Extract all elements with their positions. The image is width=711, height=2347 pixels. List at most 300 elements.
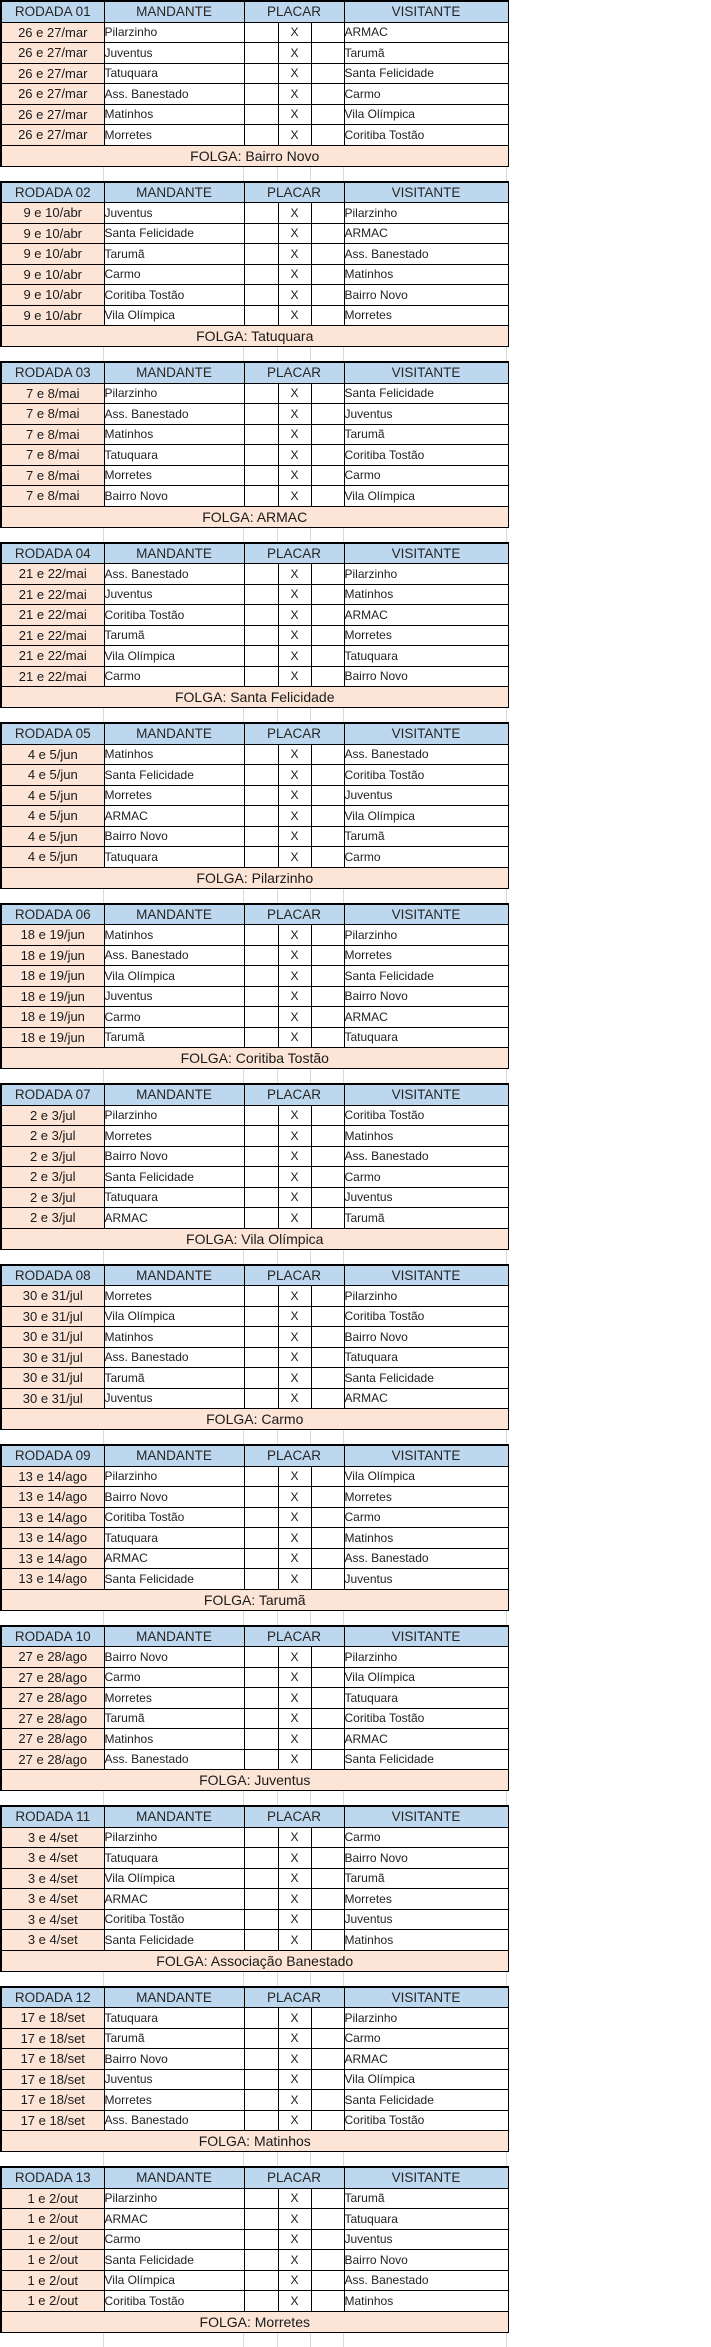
placar-header: PLACAR bbox=[244, 1626, 344, 1647]
home-score-cell[interactable] bbox=[244, 244, 278, 265]
away-team: Vila Olímpica bbox=[344, 104, 508, 125]
folga-row: FOLGA: Tatuquara bbox=[1, 326, 508, 347]
match-date: 2 e 3/jul bbox=[1, 1126, 104, 1147]
mandante-header: MANDANTE bbox=[104, 1987, 244, 2008]
home-score-cell[interactable] bbox=[244, 744, 278, 765]
home-team: Matinhos bbox=[104, 925, 244, 946]
match-date: 13 e 14/ago bbox=[1, 1548, 104, 1569]
round-title: RODADA 11 bbox=[1, 1806, 104, 1827]
home-score-cell[interactable] bbox=[244, 1187, 278, 1208]
away-team: Juventus bbox=[344, 2229, 508, 2250]
away-score-cell[interactable] bbox=[311, 1167, 344, 1188]
away-score-cell[interactable] bbox=[311, 43, 344, 64]
home-score-cell[interactable] bbox=[244, 223, 278, 244]
match-row bbox=[1, 1466, 508, 1487]
away-team: ARMAC bbox=[344, 605, 508, 626]
home-score-cell[interactable] bbox=[244, 1848, 278, 1869]
away-score-cell[interactable] bbox=[311, 1208, 344, 1229]
home-score-cell[interactable] bbox=[244, 2188, 278, 2209]
match-row bbox=[1, 1647, 508, 1668]
away-score-cell[interactable] bbox=[311, 2049, 344, 2070]
round-title: RODADA 13 bbox=[1, 2167, 104, 2188]
match-row bbox=[1, 945, 508, 966]
away-score-cell[interactable] bbox=[311, 285, 344, 306]
away-score-cell[interactable] bbox=[311, 1146, 344, 1167]
match-row bbox=[1, 1569, 508, 1590]
match-row bbox=[1, 1889, 508, 1910]
match-date: 9 e 10/abr bbox=[1, 305, 104, 326]
away-score-cell[interactable] bbox=[311, 104, 344, 125]
round-title: RODADA 04 bbox=[1, 543, 104, 564]
away-score-cell[interactable] bbox=[311, 1507, 344, 1528]
away-score-cell[interactable] bbox=[311, 203, 344, 224]
placar-header: PLACAR bbox=[244, 543, 344, 564]
away-score-cell[interactable] bbox=[311, 2110, 344, 2131]
match-date: 17 e 18/set bbox=[1, 2008, 104, 2029]
block-gap bbox=[0, 1791, 507, 1805]
placar-header: PLACAR bbox=[244, 1987, 344, 2008]
away-score-cell[interactable] bbox=[311, 404, 344, 425]
away-score-cell[interactable] bbox=[311, 2270, 344, 2291]
away-team: Morretes bbox=[344, 305, 508, 326]
away-score-cell[interactable] bbox=[311, 945, 344, 966]
away-score-cell[interactable] bbox=[311, 925, 344, 946]
home-score-cell[interactable] bbox=[244, 465, 278, 486]
score-x: X bbox=[278, 104, 311, 125]
home-score-cell[interactable] bbox=[244, 1647, 278, 1668]
match-row bbox=[1, 1909, 508, 1930]
score-x: X bbox=[278, 1569, 311, 1590]
home-score-cell[interactable] bbox=[244, 1487, 278, 1508]
home-score-cell[interactable] bbox=[244, 847, 278, 868]
home-score-cell[interactable] bbox=[244, 445, 278, 466]
away-score-cell[interactable] bbox=[311, 1729, 344, 1750]
match-row bbox=[1, 2229, 508, 2250]
home-team: Juventus bbox=[104, 2069, 244, 2090]
home-team: Tarumã bbox=[104, 1708, 244, 1729]
score-x: X bbox=[278, 1930, 311, 1951]
home-team: Pilarzinho bbox=[104, 1105, 244, 1126]
home-score-cell[interactable] bbox=[244, 2028, 278, 2049]
away-score-cell[interactable] bbox=[311, 445, 344, 466]
away-team: Matinhos bbox=[344, 584, 508, 605]
match-row bbox=[1, 1749, 508, 1770]
home-score-cell[interactable] bbox=[244, 1126, 278, 1147]
home-team: Pilarzinho bbox=[104, 383, 244, 404]
match-date: 2 e 3/jul bbox=[1, 1146, 104, 1167]
home-score-cell[interactable] bbox=[244, 2110, 278, 2131]
away-score-cell[interactable] bbox=[311, 1126, 344, 1147]
away-score-cell[interactable] bbox=[311, 223, 344, 244]
round-header-row bbox=[1, 1084, 508, 1105]
match-date: 26 e 27/mar bbox=[1, 22, 104, 43]
away-team: Morretes bbox=[344, 945, 508, 966]
away-team: Ass. Banestado bbox=[344, 1146, 508, 1167]
round-title: RODADA 12 bbox=[1, 1987, 104, 2008]
away-score-cell[interactable] bbox=[311, 847, 344, 868]
home-score-cell[interactable] bbox=[244, 986, 278, 1007]
away-score-cell[interactable] bbox=[311, 1187, 344, 1208]
home-team: Ass. Banestado bbox=[104, 564, 244, 585]
folga-row-container bbox=[1, 2311, 508, 2332]
round-header-row bbox=[1, 1265, 508, 1286]
away-score-cell[interactable] bbox=[311, 1347, 344, 1368]
score-x: X bbox=[278, 1007, 311, 1028]
away-score-cell[interactable] bbox=[311, 424, 344, 445]
home-team: Coritiba Tostão bbox=[104, 1909, 244, 1930]
away-team: Santa Felicidade bbox=[344, 63, 508, 84]
home-team: Juventus bbox=[104, 986, 244, 1007]
home-team: Santa Felicidade bbox=[104, 223, 244, 244]
home-score-cell[interactable] bbox=[244, 564, 278, 585]
away-score-cell[interactable] bbox=[311, 1569, 344, 1590]
match-row bbox=[1, 203, 508, 224]
away-score-cell[interactable] bbox=[311, 1868, 344, 1889]
away-score-cell[interactable] bbox=[311, 383, 344, 404]
home-score-cell[interactable] bbox=[244, 486, 278, 507]
home-score-cell[interactable] bbox=[244, 666, 278, 687]
home-score-cell[interactable] bbox=[244, 1569, 278, 1590]
visitante-header: VISITANTE bbox=[344, 182, 508, 203]
folga-row: FOLGA: Matinhos bbox=[1, 2131, 508, 2152]
home-score-cell[interactable] bbox=[244, 1909, 278, 1930]
match-date: 1 e 2/out bbox=[1, 2291, 104, 2312]
match-date: 3 e 4/set bbox=[1, 1848, 104, 1869]
away-score-cell[interactable] bbox=[311, 1286, 344, 1307]
away-score-cell[interactable] bbox=[311, 1466, 344, 1487]
home-score-cell[interactable] bbox=[244, 404, 278, 425]
home-score-cell[interactable] bbox=[244, 1548, 278, 1569]
away-score-cell[interactable] bbox=[311, 744, 344, 765]
match-date: 13 e 14/ago bbox=[1, 1528, 104, 1549]
home-team: Morretes bbox=[104, 1688, 244, 1709]
score-x: X bbox=[278, 1187, 311, 1208]
home-score-cell[interactable] bbox=[244, 945, 278, 966]
home-score-cell[interactable] bbox=[244, 2069, 278, 2090]
folga-row-container bbox=[1, 1589, 508, 1610]
match-date: 27 e 28/ago bbox=[1, 1647, 104, 1668]
home-team: Tatuquara bbox=[104, 1848, 244, 1869]
home-score-cell[interactable] bbox=[244, 2270, 278, 2291]
away-score-cell[interactable] bbox=[311, 465, 344, 486]
home-score-cell[interactable] bbox=[244, 22, 278, 43]
visitante-header: VISITANTE bbox=[344, 1806, 508, 1827]
match-row bbox=[1, 1146, 508, 1167]
round-title: RODADA 09 bbox=[1, 1445, 104, 1466]
away-score-cell[interactable] bbox=[311, 486, 344, 507]
home-score-cell[interactable] bbox=[244, 2209, 278, 2230]
placar-header: PLACAR bbox=[244, 1, 344, 22]
away-score-cell[interactable] bbox=[311, 2291, 344, 2312]
score-x: X bbox=[278, 1848, 311, 1869]
away-score-cell[interactable] bbox=[311, 605, 344, 626]
away-score-cell[interactable] bbox=[311, 1688, 344, 1709]
away-team: Coritiba Tostão bbox=[344, 125, 508, 146]
home-score-cell[interactable] bbox=[244, 2090, 278, 2111]
home-score-cell[interactable] bbox=[244, 1347, 278, 1368]
away-score-cell[interactable] bbox=[311, 1848, 344, 1869]
away-score-cell[interactable] bbox=[311, 1306, 344, 1327]
away-score-cell[interactable] bbox=[311, 1548, 344, 1569]
away-team: Pilarzinho bbox=[344, 203, 508, 224]
away-team: Carmo bbox=[344, 1167, 508, 1188]
away-score-cell[interactable] bbox=[311, 1007, 344, 1028]
match-row bbox=[1, 986, 508, 1007]
home-score-cell[interactable] bbox=[244, 826, 278, 847]
match-row bbox=[1, 424, 508, 445]
away-team: Coritiba Tostão bbox=[344, 445, 508, 466]
home-score-cell[interactable] bbox=[244, 1167, 278, 1188]
away-score-cell[interactable] bbox=[311, 1027, 344, 1048]
away-score-cell[interactable] bbox=[311, 1749, 344, 1770]
home-score-cell[interactable] bbox=[244, 2008, 278, 2029]
block-gap bbox=[0, 708, 507, 722]
away-team: ARMAC bbox=[344, 2049, 508, 2070]
home-score-cell[interactable] bbox=[244, 1827, 278, 1848]
away-score-cell[interactable] bbox=[311, 1528, 344, 1549]
match-date: 9 e 10/abr bbox=[1, 244, 104, 265]
away-team: Tatuquara bbox=[344, 646, 508, 667]
home-score-cell[interactable] bbox=[244, 1889, 278, 1910]
match-date: 9 e 10/abr bbox=[1, 203, 104, 224]
home-score-cell[interactable] bbox=[244, 1388, 278, 1409]
home-score-cell[interactable] bbox=[244, 625, 278, 646]
away-team: Coritiba Tostão bbox=[344, 1306, 508, 1327]
away-team: ARMAC bbox=[344, 1388, 508, 1409]
home-score-cell[interactable] bbox=[244, 424, 278, 445]
away-score-cell[interactable] bbox=[311, 1368, 344, 1389]
away-score-cell[interactable] bbox=[311, 305, 344, 326]
home-score-cell[interactable] bbox=[244, 765, 278, 786]
score-x: X bbox=[278, 1347, 311, 1368]
home-score-cell[interactable] bbox=[244, 1507, 278, 1528]
home-score-cell[interactable] bbox=[244, 285, 278, 306]
home-score-cell[interactable] bbox=[244, 305, 278, 326]
score-x: X bbox=[278, 2090, 311, 2111]
away-score-cell[interactable] bbox=[311, 2028, 344, 2049]
score-x: X bbox=[278, 966, 311, 987]
home-score-cell[interactable] bbox=[244, 264, 278, 285]
away-score-cell[interactable] bbox=[311, 63, 344, 84]
placar-header: PLACAR bbox=[244, 1806, 344, 1827]
away-score-cell[interactable] bbox=[311, 1667, 344, 1688]
score-x: X bbox=[278, 2188, 311, 2209]
match-date: 9 e 10/abr bbox=[1, 223, 104, 244]
away-score-cell[interactable] bbox=[311, 125, 344, 146]
away-team: Ass. Banestado bbox=[344, 244, 508, 265]
home-team: Vila Olímpica bbox=[104, 1306, 244, 1327]
away-score-cell[interactable] bbox=[311, 2250, 344, 2271]
away-score-cell[interactable] bbox=[311, 2069, 344, 2090]
away-score-cell[interactable] bbox=[311, 2229, 344, 2250]
match-date: 30 e 31/jul bbox=[1, 1306, 104, 1327]
score-x: X bbox=[278, 2229, 311, 2250]
away-team: Tatuquara bbox=[344, 1027, 508, 1048]
away-score-cell[interactable] bbox=[311, 765, 344, 786]
round-block bbox=[0, 1264, 509, 1431]
home-score-cell[interactable] bbox=[244, 925, 278, 946]
home-score-cell[interactable] bbox=[244, 1749, 278, 1770]
home-score-cell[interactable] bbox=[244, 1466, 278, 1487]
round-header-row bbox=[1, 1445, 508, 1466]
score-x: X bbox=[278, 765, 311, 786]
score-x: X bbox=[278, 1146, 311, 1167]
away-team: Carmo bbox=[344, 84, 508, 105]
round-block bbox=[0, 722, 509, 889]
away-score-cell[interactable] bbox=[311, 1487, 344, 1508]
away-score-cell[interactable] bbox=[311, 1105, 344, 1126]
away-score-cell[interactable] bbox=[311, 2209, 344, 2230]
match-date: 4 e 5/jun bbox=[1, 847, 104, 868]
away-team: Morretes bbox=[344, 1487, 508, 1508]
match-row bbox=[1, 486, 508, 507]
home-team: Tarumã bbox=[104, 625, 244, 646]
match-date: 4 e 5/jun bbox=[1, 785, 104, 806]
away-score-cell[interactable] bbox=[311, 1327, 344, 1348]
away-score-cell[interactable] bbox=[311, 2008, 344, 2029]
score-x: X bbox=[278, 1286, 311, 1307]
home-score-cell[interactable] bbox=[244, 2291, 278, 2312]
match-date: 1 e 2/out bbox=[1, 2270, 104, 2291]
round-block bbox=[0, 1805, 509, 1972]
round-block bbox=[0, 1444, 509, 1611]
home-team: Matinhos bbox=[104, 424, 244, 445]
home-score-cell[interactable] bbox=[244, 605, 278, 626]
home-score-cell[interactable] bbox=[244, 1306, 278, 1327]
home-score-cell[interactable] bbox=[244, 2250, 278, 2271]
home-score-cell[interactable] bbox=[244, 1327, 278, 1348]
away-score-cell[interactable] bbox=[311, 22, 344, 43]
away-score-cell[interactable] bbox=[311, 666, 344, 687]
away-team: Matinhos bbox=[344, 1126, 508, 1147]
match-row bbox=[1, 285, 508, 306]
away-score-cell[interactable] bbox=[311, 2090, 344, 2111]
away-score-cell[interactable] bbox=[311, 646, 344, 667]
score-x: X bbox=[278, 285, 311, 306]
home-score-cell[interactable] bbox=[244, 1007, 278, 1028]
folga-row-container bbox=[1, 1228, 508, 1249]
match-row bbox=[1, 84, 508, 105]
visitante-header: VISITANTE bbox=[344, 1, 508, 22]
home-score-cell[interactable] bbox=[244, 43, 278, 64]
score-x: X bbox=[278, 63, 311, 84]
away-score-cell[interactable] bbox=[311, 2188, 344, 2209]
score-x: X bbox=[278, 1909, 311, 1930]
home-score-cell[interactable] bbox=[244, 1146, 278, 1167]
home-score-cell[interactable] bbox=[244, 63, 278, 84]
away-score-cell[interactable] bbox=[311, 564, 344, 585]
match-date: 2 e 3/jul bbox=[1, 1105, 104, 1126]
folga-row: FOLGA: Pilarzinho bbox=[1, 867, 508, 888]
away-score-cell[interactable] bbox=[311, 84, 344, 105]
round-header-row bbox=[1, 182, 508, 203]
home-score-cell[interactable] bbox=[244, 1688, 278, 1709]
home-team: Carmo bbox=[104, 1007, 244, 1028]
round-block bbox=[0, 1986, 509, 2153]
home-score-cell[interactable] bbox=[244, 2229, 278, 2250]
away-score-cell[interactable] bbox=[311, 785, 344, 806]
away-score-cell[interactable] bbox=[311, 1827, 344, 1848]
home-score-cell[interactable] bbox=[244, 806, 278, 827]
match-row bbox=[1, 1347, 508, 1368]
home-score-cell[interactable] bbox=[244, 785, 278, 806]
away-team: Juventus bbox=[344, 1569, 508, 1590]
away-score-cell[interactable] bbox=[311, 584, 344, 605]
home-score-cell[interactable] bbox=[244, 104, 278, 125]
home-score-cell[interactable] bbox=[244, 1027, 278, 1048]
round-title: RODADA 06 bbox=[1, 904, 104, 925]
match-row bbox=[1, 2270, 508, 2291]
away-score-cell[interactable] bbox=[311, 1930, 344, 1951]
away-score-cell[interactable] bbox=[311, 1889, 344, 1910]
home-team: Coritiba Tostão bbox=[104, 605, 244, 626]
match-date: 1 e 2/out bbox=[1, 2250, 104, 2271]
away-score-cell[interactable] bbox=[311, 625, 344, 646]
home-score-cell[interactable] bbox=[244, 1528, 278, 1549]
away-score-cell[interactable] bbox=[311, 264, 344, 285]
home-score-cell[interactable] bbox=[244, 1708, 278, 1729]
match-date: 4 e 5/jun bbox=[1, 806, 104, 827]
match-row bbox=[1, 1827, 508, 1848]
away-score-cell[interactable] bbox=[311, 966, 344, 987]
home-team: Carmo bbox=[104, 264, 244, 285]
score-x: X bbox=[278, 2008, 311, 2029]
away-team: Pilarzinho bbox=[344, 1286, 508, 1307]
away-team: Bairro Novo bbox=[344, 986, 508, 1007]
match-date: 13 e 14/ago bbox=[1, 1466, 104, 1487]
home-score-cell[interactable] bbox=[244, 125, 278, 146]
home-score-cell[interactable] bbox=[244, 2049, 278, 2070]
home-score-cell[interactable] bbox=[244, 646, 278, 667]
home-score-cell[interactable] bbox=[244, 1105, 278, 1126]
match-date: 30 e 31/jul bbox=[1, 1388, 104, 1409]
away-team: Vila Olímpica bbox=[344, 1667, 508, 1688]
home-score-cell[interactable] bbox=[244, 1868, 278, 1889]
home-score-cell[interactable] bbox=[244, 1729, 278, 1750]
match-date: 26 e 27/mar bbox=[1, 84, 104, 105]
home-score-cell[interactable] bbox=[244, 383, 278, 404]
away-score-cell[interactable] bbox=[311, 806, 344, 827]
home-team: Coritiba Tostão bbox=[104, 285, 244, 306]
match-row bbox=[1, 625, 508, 646]
away-score-cell[interactable] bbox=[311, 1647, 344, 1668]
home-score-cell[interactable] bbox=[244, 84, 278, 105]
home-score-cell[interactable] bbox=[244, 1286, 278, 1307]
home-score-cell[interactable] bbox=[244, 584, 278, 605]
away-score-cell[interactable] bbox=[311, 244, 344, 265]
match-row bbox=[1, 445, 508, 466]
match-date: 4 e 5/jun bbox=[1, 826, 104, 847]
home-score-cell[interactable] bbox=[244, 1930, 278, 1951]
score-x: X bbox=[278, 2250, 311, 2271]
home-score-cell[interactable] bbox=[244, 203, 278, 224]
away-score-cell[interactable] bbox=[311, 986, 344, 1007]
home-score-cell[interactable] bbox=[244, 1208, 278, 1229]
match-date: 26 e 27/mar bbox=[1, 63, 104, 84]
match-row bbox=[1, 1729, 508, 1750]
home-score-cell[interactable] bbox=[244, 1667, 278, 1688]
home-score-cell[interactable] bbox=[244, 1368, 278, 1389]
score-x: X bbox=[278, 986, 311, 1007]
round-title: RODADA 02 bbox=[1, 182, 104, 203]
home-score-cell[interactable] bbox=[244, 966, 278, 987]
away-score-cell[interactable] bbox=[311, 1388, 344, 1409]
mandante-header: MANDANTE bbox=[104, 1806, 244, 1827]
away-score-cell[interactable] bbox=[311, 1708, 344, 1729]
away-score-cell[interactable] bbox=[311, 1909, 344, 1930]
round-header-row bbox=[1, 2167, 508, 2188]
away-score-cell[interactable] bbox=[311, 826, 344, 847]
